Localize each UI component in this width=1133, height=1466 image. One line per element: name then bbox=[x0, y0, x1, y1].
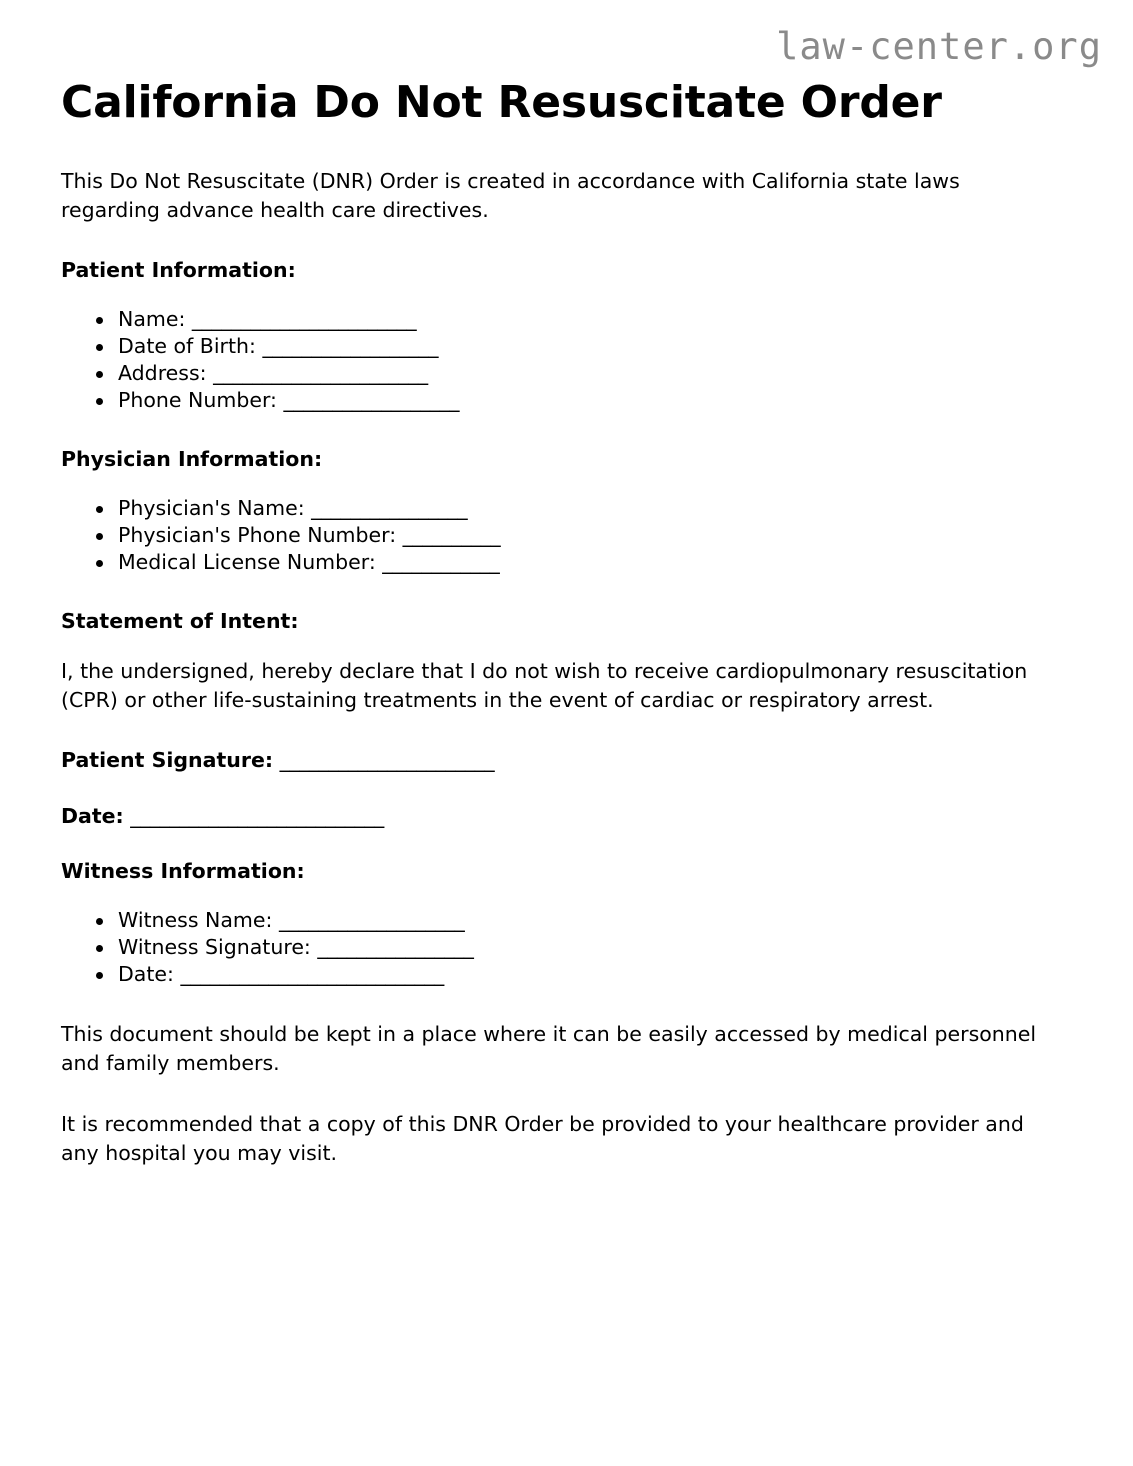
list-item bbox=[61, 387, 1071, 414]
patient-signature-line bbox=[61, 747, 1071, 775]
list-item bbox=[61, 306, 1071, 333]
physician-information-field-list bbox=[61, 495, 1071, 576]
field-blank[interactable]: ___________________ bbox=[278, 907, 465, 932]
field-blank[interactable]: _______________________ bbox=[191, 307, 417, 332]
field-label: Date: bbox=[118, 962, 174, 987]
patient-date-label: Date: bbox=[61, 803, 124, 828]
field-label: Address: bbox=[118, 361, 207, 386]
closing-paragraph-storage: This document should be kept in a place where it can be easily accessed by medical personnel and family members. bbox=[61, 1022, 1037, 1076]
list-item bbox=[61, 360, 1071, 387]
list-item bbox=[61, 522, 1071, 549]
document-content bbox=[61, 78, 1071, 1201]
list-item bbox=[61, 333, 1071, 360]
section-heading-physician-information: Physician Information: bbox=[61, 447, 323, 472]
field-label: Name: bbox=[118, 307, 186, 332]
field-blank[interactable]: ___________________________ bbox=[180, 962, 444, 987]
closing-paragraph-recommendation: It is recommended that a copy of this DNR Order be provided to your healthcare provider and any hospital you may visit. bbox=[61, 1112, 1024, 1166]
page-title: California Do Not Resuscitate Order bbox=[61, 77, 942, 128]
list-item bbox=[61, 907, 1071, 934]
field-blank[interactable]: __________ bbox=[402, 523, 501, 547]
intro-paragraph: This Do Not Resuscitate (DNR) Order is created in accordance with California state laws regarding advance health care directives. bbox=[61, 169, 960, 223]
witness-information-field-list bbox=[61, 907, 1071, 988]
field-label: Physician's Phone Number: bbox=[118, 523, 397, 547]
field-blank[interactable]: __________________ bbox=[283, 388, 459, 413]
field-label: Witness Signature: bbox=[118, 934, 311, 959]
field-blank[interactable]: __________________ bbox=[262, 334, 438, 359]
statement-of-intent-paragraph: I, the undersigned, hereby declare that I do not wish to receive cardiopulmonary resuscitation (CPR) or other life-sustaining treatments in the event of cardiac or respiratory arrest. bbox=[61, 658, 1028, 712]
section-heading-patient-information: Patient Information: bbox=[61, 258, 296, 283]
field-label: Medical License Number: bbox=[118, 550, 376, 575]
list-item bbox=[61, 549, 1071, 576]
field-blank[interactable]: ________________ bbox=[311, 495, 468, 520]
list-item bbox=[61, 495, 1071, 522]
list-item bbox=[61, 961, 1071, 988]
field-label: Date of Birth: bbox=[118, 334, 256, 359]
patient-signature-blank[interactable]: ______________________ bbox=[279, 747, 495, 772]
field-label: Witness Name: bbox=[118, 907, 273, 932]
patient-date-line bbox=[61, 803, 1071, 831]
section-heading-statement-of-intent: Statement of Intent: bbox=[61, 609, 299, 634]
patient-information-field-list bbox=[61, 306, 1071, 414]
field-blank[interactable]: ________________ bbox=[317, 934, 474, 959]
field-blank[interactable]: ______________________ bbox=[213, 361, 428, 386]
patient-date-blank[interactable]: __________________________ bbox=[130, 803, 384, 828]
list-item bbox=[61, 934, 1071, 961]
section-heading-witness-information: Witness Information: bbox=[61, 859, 305, 884]
patient-signature-label: Patient Signature: bbox=[61, 747, 274, 772]
field-label: Phone Number: bbox=[118, 388, 277, 413]
field-blank[interactable]: ____________ bbox=[382, 550, 500, 575]
site-watermark: law-center.org bbox=[776, 25, 1102, 68]
field-label: Physician's Name: bbox=[118, 495, 305, 520]
